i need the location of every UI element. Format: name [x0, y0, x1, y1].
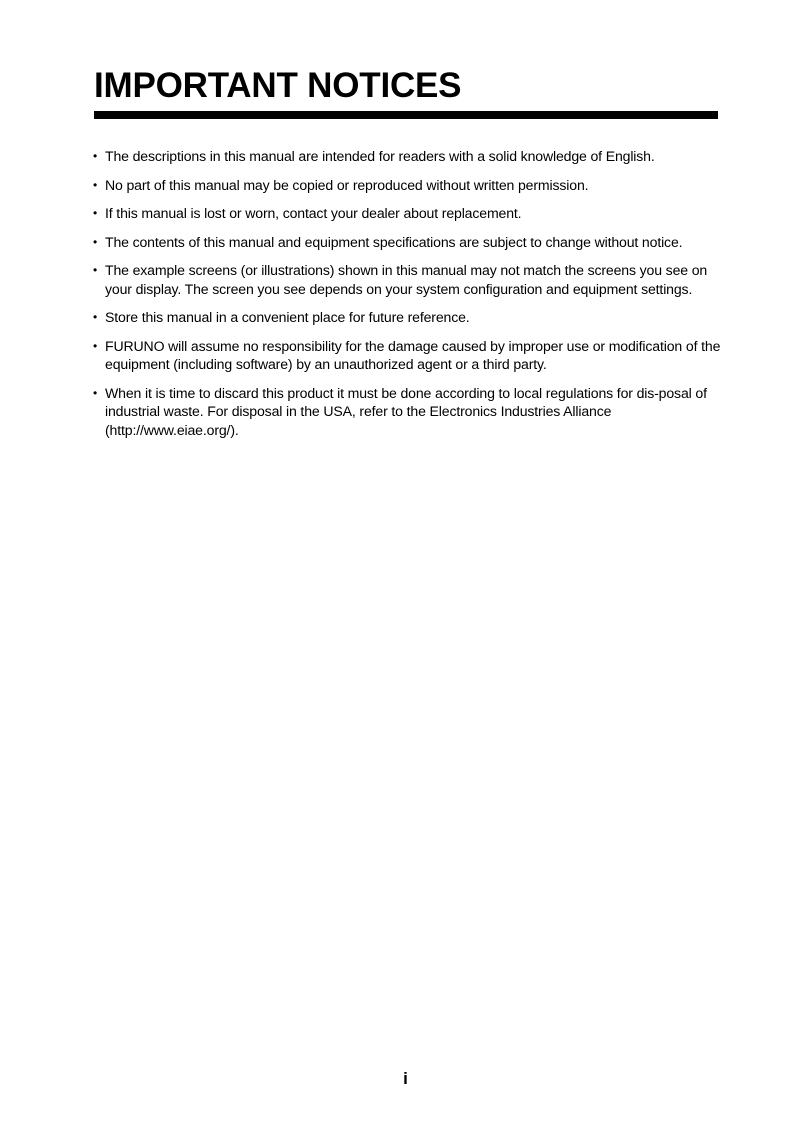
page-number: i	[403, 1069, 408, 1088]
notice-text: No part of this manual may be copied or reproduced without written permission.	[105, 176, 589, 193]
notice-item	[93, 233, 725, 252]
notice-text: Store this manual in a convenient place for future reference.	[105, 309, 470, 325]
notice-text: The example screens (or illustrations) shown in this manual may not match the screens you see on your display. The screen you see depends on your system configuration and equipment settings.	[105, 262, 708, 297]
bullet-icon: •	[93, 385, 98, 400]
notice-item	[93, 147, 725, 166]
bullet-icon: •	[93, 310, 98, 324]
bullet-icon: •	[93, 177, 98, 192]
notice-item	[93, 337, 725, 374]
notice-text: The descriptions in this manual are intended for readers with a solid knowledge of English.	[105, 148, 655, 164]
notice-item	[93, 261, 725, 298]
notice-text: The contents of this manual and equipment specifications are subject to change without notice.	[105, 233, 683, 250]
bullet-icon: •	[93, 338, 98, 353]
notice-item	[93, 176, 725, 195]
notice-item	[93, 384, 725, 440]
bullet-icon: •	[93, 263, 98, 277]
notice-item	[93, 308, 725, 327]
page-title: IMPORTANT NOTICES	[94, 66, 462, 105]
notice-text: When it is time to discard this product it must be done according to local regulations for dis-posal of industrial waste. For disposal in the USA, refer to the Electronics Industries Alliance (http://www.eiae.org/).	[105, 384, 707, 438]
bullet-icon: •	[93, 206, 98, 220]
title-rule	[94, 111, 718, 119]
notice-text: FURUNO will assume no responsibility for the damage caused by improper use or modification of the equipment (including software) by an unauthorized agent or a third party.	[105, 337, 721, 372]
bullet-icon: •	[93, 234, 98, 249]
notice-item	[93, 204, 725, 223]
bullet-icon: •	[93, 149, 98, 163]
notice-text: If this manual is lost or worn, contact your dealer about replacement.	[105, 205, 522, 221]
notice-list	[93, 147, 725, 449]
